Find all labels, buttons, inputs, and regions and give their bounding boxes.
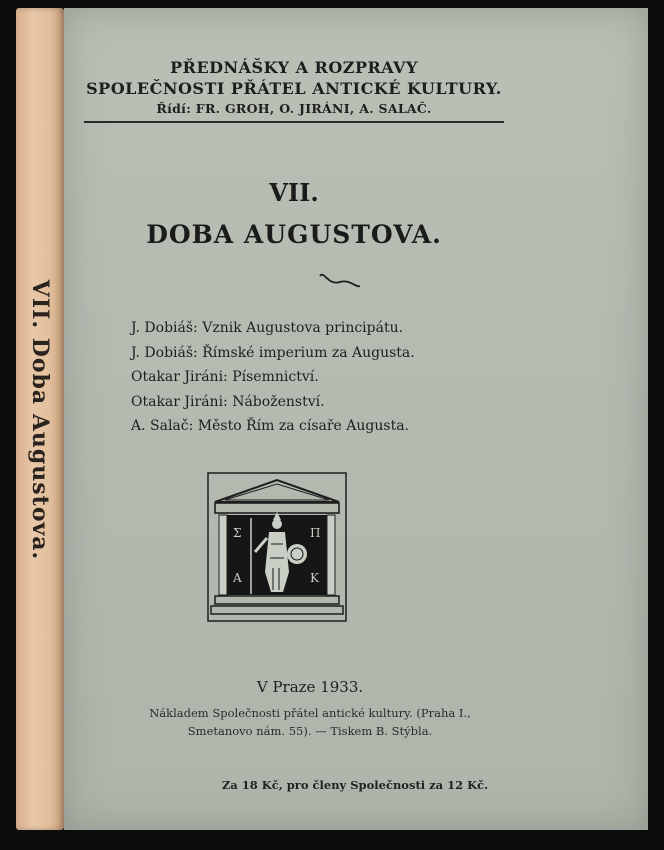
volume-number: VII. [269,178,319,207]
contents-item: Otakar Jiráni: Náboženství. [131,393,325,410]
contents-item: J. Dobiáš: Římské imperium za Augusta. [131,344,415,361]
spine-title: VII. Doba Augustova. [27,279,53,561]
price-members: pro členy Společnosti za 12 Kč. [286,778,489,792]
imprint-place-year: V Praze 1933. [256,678,364,696]
table-of-contents [131,316,415,439]
imprint-publisher-line1: Nákladem Společnosti přátel antické kultury. (Praha I., [149,706,471,720]
book-title: DOBA AUGUSTOVA. [146,220,442,249]
emblem-letter: A [233,571,242,585]
series-title-line2: SPOLEČNOSTI PŘÁTEL ANTICKÉ KULTURY. [86,79,502,98]
contents-item: Otakar Jiráni: Písemnictví. [131,369,319,385]
series-title-line1: PŘEDNÁŠKY A ROZPRAVY [170,58,418,77]
temple-emblem [207,472,347,622]
emblem-letter: Π [310,526,321,540]
imprint-publisher-line2: Smetanovo nám. 55). — Tiskem B. Stýbla. [187,724,433,738]
contents-item: J. Dobiáš: Vznik Augustova principátu. [131,320,404,336]
flourish-ornament [318,272,362,292]
emblem-letter: Σ [233,526,242,540]
header-rule [84,121,504,123]
contents-item: A. Salač: Město Řím za císaře Augusta. [131,418,409,434]
price-general: Za 18 Kč, [221,778,283,792]
emblem-letter: K [310,571,319,585]
series-editors: Řídí: FR. GROH, O. JIRÁNI, A. SALAČ. [156,101,432,116]
price-line [195,778,515,792]
